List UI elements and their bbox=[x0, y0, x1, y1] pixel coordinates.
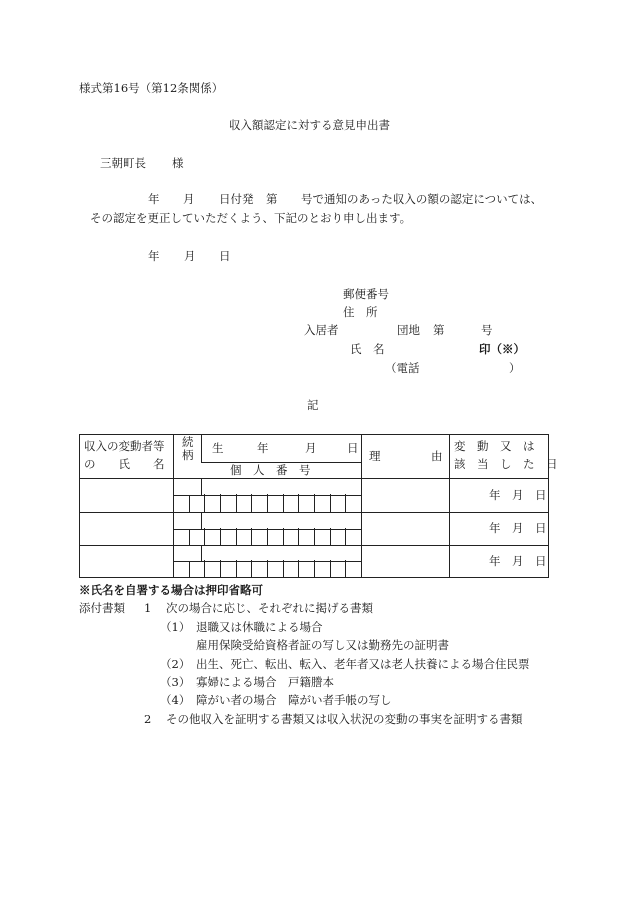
addressee-name: 三朝町長 bbox=[100, 156, 146, 170]
personal-number-cell-divider bbox=[236, 561, 237, 577]
row-cell-divider bbox=[204, 560, 205, 561]
header-reason-yu: 由 bbox=[431, 449, 443, 463]
date-hi: 日 bbox=[219, 249, 231, 263]
sub-1-text2: 雇用保険受給資格者証の写し又は勤務先の証明書 bbox=[196, 638, 449, 652]
document-title: 収入額認定に対する意見申出書 bbox=[229, 118, 390, 132]
personal-number-cell-divider bbox=[236, 529, 237, 545]
header-personal-number: 個 人 番 号 bbox=[230, 463, 311, 477]
personal-number-cell-divider bbox=[236, 495, 237, 512]
resident-label: 入居者 bbox=[304, 323, 339, 337]
personal-number-cell-divider bbox=[220, 495, 221, 512]
personal-number-cell-divider bbox=[220, 561, 221, 577]
row-2-nen: 年 bbox=[489, 521, 501, 535]
personal-number-cell-divider bbox=[251, 561, 252, 577]
row-cell-divider bbox=[283, 494, 284, 495]
sub-1-text: 退職又は休職による場合 bbox=[196, 620, 323, 634]
row-2-hi: 日 bbox=[535, 521, 547, 535]
personal-number-cell-divider bbox=[220, 529, 221, 545]
date-tsuki: 月 bbox=[184, 249, 196, 263]
row-cell-divider bbox=[314, 560, 315, 561]
body-go-rest: 号で通知のあった収入の額の認定については、 bbox=[301, 192, 543, 206]
date-nen: 年 bbox=[148, 249, 160, 263]
form-number: 様式第16号（第12条関係） bbox=[79, 81, 224, 95]
row-cell-divider bbox=[220, 560, 221, 561]
row-cell-divider bbox=[330, 494, 331, 495]
address-label: 住 所 bbox=[343, 305, 378, 319]
sub-3-num: （3） bbox=[160, 675, 191, 689]
sub-2-num: （2） bbox=[160, 657, 191, 671]
row-cell-divider bbox=[236, 528, 237, 529]
personal-number-cell-divider bbox=[330, 495, 331, 512]
header-birth-hi: 日 bbox=[347, 441, 359, 455]
row-cell-divider bbox=[251, 494, 252, 495]
row-1-hi: 日 bbox=[535, 488, 547, 502]
phone-close: ） bbox=[509, 361, 521, 375]
row-cell-divider bbox=[251, 560, 252, 561]
personal-number-cell-divider bbox=[283, 495, 284, 512]
row-3-tsuki: 月 bbox=[512, 554, 524, 568]
personal-number-cell-divider bbox=[204, 561, 205, 577]
personal-number-cell-divider bbox=[251, 495, 252, 512]
row-cell-divider bbox=[314, 494, 315, 495]
sub-3-text: 寡婦による場合 戸籍謄本 bbox=[196, 675, 334, 689]
seal-omission-note: ※氏名を自署する場合は押印省略可 bbox=[79, 583, 263, 597]
row-cell-divider bbox=[220, 528, 221, 529]
row-cell-divider bbox=[204, 528, 205, 529]
row-cell-divider bbox=[267, 560, 268, 561]
row-cell-divider bbox=[267, 494, 268, 495]
row-cell-divider bbox=[330, 560, 331, 561]
personal-number-cell-divider bbox=[298, 529, 299, 545]
personal-number-cell-divider bbox=[283, 529, 284, 545]
row-cell-divider bbox=[298, 560, 299, 561]
row-cell-divider bbox=[236, 560, 237, 561]
personal-number-cell-divider bbox=[345, 561, 346, 577]
header-birth-sei: 生 bbox=[212, 441, 224, 455]
body-nen: 年 bbox=[148, 192, 160, 206]
attachments-item-1-num: 1 bbox=[144, 601, 152, 615]
row-cell-divider bbox=[345, 494, 346, 495]
personal-number-cell-divider bbox=[345, 529, 346, 545]
row-cell-divider bbox=[220, 494, 221, 495]
phone-open: （電話 bbox=[385, 361, 420, 375]
sub-4-num: （4） bbox=[160, 693, 191, 707]
row-cell-divider bbox=[330, 528, 331, 529]
row-3-hi: 日 bbox=[535, 554, 547, 568]
row-cell-divider bbox=[298, 494, 299, 495]
body-dai: 第 bbox=[266, 192, 278, 206]
applicant-name-label: 氏 名 bbox=[350, 342, 385, 356]
body-line-2: その認定を更正していただくよう、下記のとおり申し出ます。 bbox=[90, 211, 412, 225]
row-cell-divider bbox=[283, 560, 284, 561]
personal-number-cell-divider bbox=[204, 495, 205, 512]
seal-mark: 印（※） bbox=[479, 342, 525, 356]
resident-dai: 第 bbox=[433, 323, 445, 337]
personal-number-cell-divider bbox=[267, 529, 268, 545]
personal-number-cell-divider bbox=[189, 529, 190, 545]
attachments-item-2-text: その他収入を証明する書類又は収入状況の変動の事実を証明する書類 bbox=[166, 712, 523, 726]
personal-number-cell-divider bbox=[204, 529, 205, 545]
personal-number-cell-divider bbox=[330, 561, 331, 577]
personal-number-cell-divider bbox=[298, 561, 299, 577]
row-1-nen: 年 bbox=[489, 488, 501, 502]
row-cell-divider bbox=[204, 494, 205, 495]
postal-code-label: 郵便番号 bbox=[343, 287, 389, 301]
row-1-tsuki: 月 bbox=[512, 488, 524, 502]
row-2-tsuki: 月 bbox=[512, 521, 524, 535]
body-tsuki: 月 bbox=[183, 192, 195, 206]
personal-number-cell-divider bbox=[251, 529, 252, 545]
row-cell-divider bbox=[283, 528, 284, 529]
income-change-table bbox=[79, 434, 558, 578]
sub-1-num: （1） bbox=[160, 620, 191, 634]
row-cell-divider bbox=[267, 528, 268, 529]
header-name-line1: 収入の変動者等 bbox=[84, 439, 165, 453]
header-reason-ri: 理 bbox=[369, 449, 381, 463]
header-relation-line1: 続 bbox=[182, 435, 194, 449]
row-cell-divider bbox=[345, 560, 346, 561]
personal-number-cell-divider bbox=[314, 495, 315, 512]
body-hi-hakko: 日付発 bbox=[219, 192, 254, 206]
resident-danchi: 団地 bbox=[397, 323, 420, 337]
personal-number-cell-divider bbox=[189, 561, 190, 577]
header-birth-nen: 年 bbox=[257, 441, 269, 455]
header-change-line1: 変 動 又 は bbox=[454, 439, 535, 453]
sub-2-text: 出生、死亡、転出、転入、老年者又は老人扶養による場合住民票 bbox=[196, 657, 530, 671]
header-relation-line2: 柄 bbox=[182, 448, 194, 462]
row-cell-divider bbox=[236, 494, 237, 495]
personal-number-cell-divider bbox=[298, 495, 299, 512]
sub-4-text: 障がい者の場合 障がい者手帳の写し bbox=[196, 693, 392, 707]
personal-number-cell-divider bbox=[314, 561, 315, 577]
row-cell-divider bbox=[314, 528, 315, 529]
personal-number-cell-divider bbox=[314, 529, 315, 545]
header-change-line2: 該 当 し た 日 bbox=[454, 457, 558, 471]
row-cell-divider bbox=[345, 528, 346, 529]
personal-number-cell-divider bbox=[267, 495, 268, 512]
personal-number-cell-divider bbox=[267, 561, 268, 577]
row-3-nen: 年 bbox=[489, 554, 501, 568]
row-cell-divider bbox=[298, 528, 299, 529]
attachments-item-2-num: 2 bbox=[144, 712, 152, 726]
header-name-line2: の 氏 名 bbox=[84, 457, 165, 471]
personal-number-cell-divider bbox=[283, 561, 284, 577]
personal-number-cell-divider bbox=[345, 495, 346, 512]
attachments-item-1-text: 次の場合に応じ、それぞれに掲げる書類 bbox=[166, 601, 373, 615]
personal-number-cell-divider bbox=[330, 529, 331, 545]
addressee-honorific: 様 bbox=[172, 156, 184, 170]
ki-label: 記 bbox=[307, 398, 319, 412]
row-cell-divider bbox=[251, 528, 252, 529]
resident-go: 号 bbox=[481, 323, 493, 337]
header-birth-tsuki: 月 bbox=[305, 441, 317, 455]
attachments-label: 添付書類 bbox=[79, 601, 125, 615]
personal-number-cell-divider bbox=[189, 495, 190, 512]
